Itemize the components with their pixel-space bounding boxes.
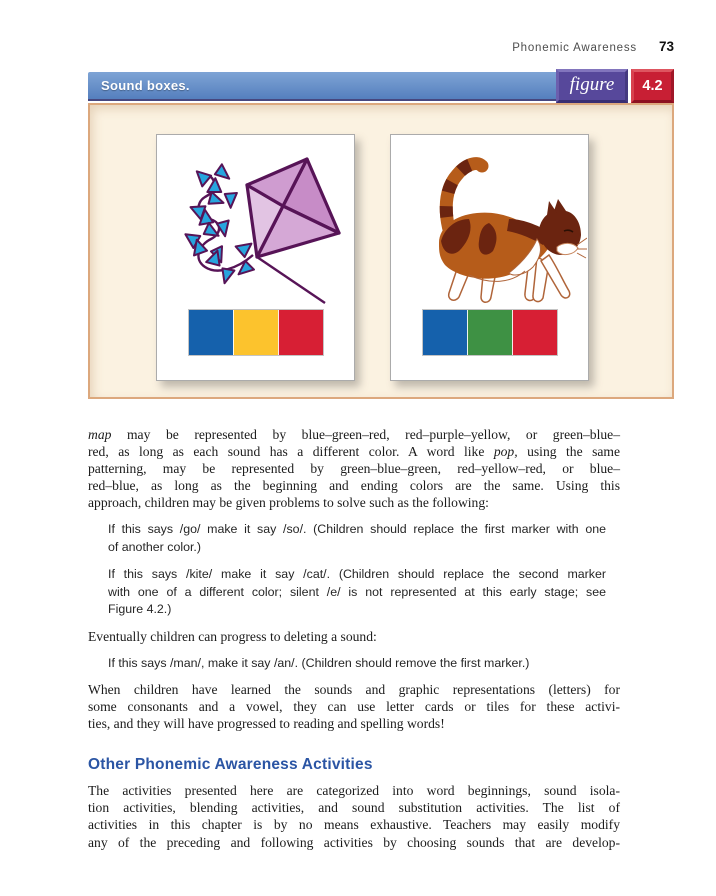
sound-box-blue — [423, 310, 467, 355]
figure-label-tab — [556, 69, 628, 103]
text-line: any of the preceding and following activities by choosing sounds that are develop- — [88, 834, 620, 850]
text-line: If this says /go/ make it say /so/. (Children should replace the first marker with one — [108, 522, 606, 537]
sound-boxes-kite — [188, 309, 324, 356]
section-heading: Other Phonemic Awareness Activities — [88, 756, 373, 774]
cat-head — [539, 199, 581, 255]
paragraph — [88, 681, 620, 732]
figure-caption-bar — [88, 72, 556, 101]
text-line: of another color.) — [108, 539, 201, 554]
sound-box-card-kite — [156, 134, 355, 381]
figure-label-word: figure — [569, 74, 615, 95]
text-line: tion activities, blending activities, and sound substitution activities. The list of — [88, 800, 620, 816]
text-line: map may be represented by blue–green–red, red–purple–yellow, or green–blue– — [88, 427, 620, 442]
text-line: red, as long as each sound has a different color. A word like pop, using the same — [88, 444, 620, 460]
page-number: 73 — [658, 39, 674, 54]
sound-box-yellow — [233, 310, 278, 355]
text-line: patterning, may be represented by green–blue–green, red–yellow–red, or blue– — [88, 461, 620, 477]
figure-number-tab — [631, 69, 674, 103]
sound-box-blue — [189, 310, 233, 355]
sound-box-green — [467, 310, 512, 355]
text-line: approach, children may be given problems to solve such as the following: — [88, 495, 489, 511]
paragraph — [88, 628, 620, 645]
text-line: If this says /kite/ make it say /cat/. (Children should replace the second marker — [108, 567, 606, 582]
example-block — [108, 566, 606, 618]
text-line: red–blue, as long as the beginning and ending colors are the same. Using this — [88, 478, 620, 494]
sound-box-red — [512, 310, 557, 355]
kite-body — [247, 159, 339, 257]
text-line: When children have learned the sounds and graphic representations (letters) for — [88, 682, 620, 697]
figure-panel — [88, 103, 674, 399]
paragraph — [88, 782, 620, 850]
sound-box-card-cat — [390, 134, 589, 381]
text-line: ties, and they will have progressed to reading and spelling words! — [88, 716, 445, 732]
text-line: If this says /man/, make it say /an/. (Children should remove the first marker.) — [108, 655, 530, 670]
text-line: with one of a different color; silent /e/ is not represented at this early stage; see — [108, 584, 606, 599]
cat-illustration — [391, 143, 587, 310]
text-line: Figure 4.2.) — [108, 602, 172, 617]
kite-string — [257, 257, 325, 303]
figure-title-bar — [88, 69, 674, 103]
figure-number: 4.2 — [642, 78, 663, 94]
text-line: Eventually children can progress to deleting a sound: — [88, 628, 377, 644]
kite-illustration — [157, 143, 354, 310]
example-block — [108, 655, 606, 672]
sound-box-red — [278, 310, 323, 355]
running-head — [512, 39, 674, 54]
example-block — [108, 521, 606, 556]
text-line: activities in this chapter is by no means exhaustive. Teachers may easily modify — [88, 817, 620, 833]
figure-caption: Sound boxes. — [101, 77, 190, 93]
text-line: some consonants and a vowel, they can use letter cards or tiles for these activi- — [88, 699, 620, 715]
body-text — [88, 426, 620, 851]
text-line: The activities presented here are categorized into word beginnings, sound isola- — [88, 783, 620, 799]
running-head-title: Phonemic Awareness — [512, 42, 637, 54]
paragraph — [88, 426, 620, 511]
sound-boxes-cat — [422, 309, 558, 356]
kite-tail-bows — [185, 162, 256, 284]
